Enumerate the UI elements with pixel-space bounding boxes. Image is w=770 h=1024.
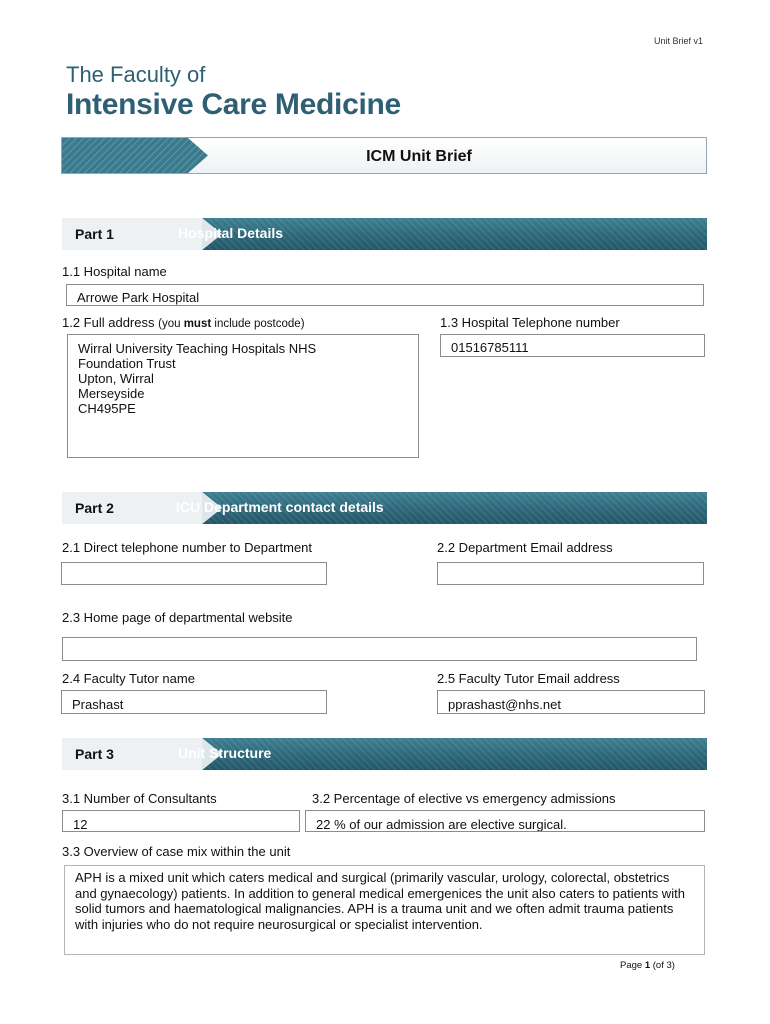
part-2-title: ICU Department contact details (176, 499, 384, 515)
dept-phone-field[interactable] (61, 562, 327, 585)
part-3-label: Part 3 (75, 746, 114, 762)
page-number-post: (of 3) (650, 960, 675, 971)
website-field[interactable] (62, 637, 697, 661)
document-title-band (61, 137, 707, 174)
hospital-name-label: 1.1 Hospital name (62, 264, 167, 279)
page-number-current: 1 (644, 960, 651, 971)
address-note-bold: must (183, 318, 212, 330)
address-note-post: include postcode) (211, 318, 305, 330)
tutor-name-label: 2.4 Faculty Tutor name (62, 671, 195, 686)
part-1-band (62, 218, 707, 250)
hospital-phone-field[interactable]: 01516785111 (440, 334, 705, 357)
elective-label: 3.2 Percentage of elective vs emergency admissions (312, 791, 616, 806)
elective-field[interactable]: 22 % of our admission are elective surgical. (305, 810, 705, 832)
consultants-label: 3.1 Number of Consultants (62, 791, 217, 806)
address-field[interactable]: Wirral University Teaching Hospitals NHS Foundation Trust Upton, Wirral Merseyside CH495PE (67, 334, 419, 458)
tutor-email-label: 2.5 Faculty Tutor Email address (437, 671, 620, 686)
address-label (62, 315, 305, 330)
dept-phone-label: 2.1 Direct telephone number to Department (62, 540, 313, 555)
website-label: 2.3 Home page of departmental website (62, 610, 293, 625)
part-2-band (62, 492, 707, 524)
brand-line-2: Intensive Care Medicine (66, 88, 401, 121)
tutor-email-field[interactable]: pprashast@nhs.net (437, 690, 705, 714)
tutor-name-field[interactable]: Prashast (61, 690, 327, 714)
dept-email-field[interactable] (437, 562, 704, 585)
hospital-phone-label: 1.3 Hospital Telephone number (440, 315, 620, 330)
document-title: ICM Unit Brief (366, 148, 472, 165)
casemix-label: 3.3 Overview of case mix within the unit (62, 844, 291, 859)
address-label-text: 1.2 Full address (62, 315, 155, 330)
page-number-pre: Page (620, 960, 645, 971)
consultants-field[interactable]: 12 (62, 810, 300, 832)
part-1-label: Part 1 (75, 226, 114, 242)
part-2-label: Part 2 (75, 500, 114, 516)
hospital-name-field[interactable]: Arrowe Park Hospital (66, 284, 704, 306)
address-note-pre: (you (158, 318, 184, 330)
part-3-band (62, 738, 707, 770)
dept-email-label: 2.2 Department Email address (437, 540, 613, 555)
version-label: Unit Brief v1 (654, 36, 704, 46)
part-3-title: Unit Structure (178, 745, 272, 761)
part-1-title: Hospital Details (178, 225, 284, 241)
brand-line-1: The Faculty of (66, 62, 206, 87)
casemix-field[interactable]: APH is a mixed unit which caters medical and surgical (primarily vascular, urology, colorectal, obstetrics and gynaecology) patients. In addition to general medical emergenices the unit also caters to patients with solid tumors and haematological malignancies. APH is a trauma unit and we often admit trauma patients with injuries who do not require neurosurgical or specialist intervention. (64, 865, 705, 955)
page-number (620, 960, 675, 971)
